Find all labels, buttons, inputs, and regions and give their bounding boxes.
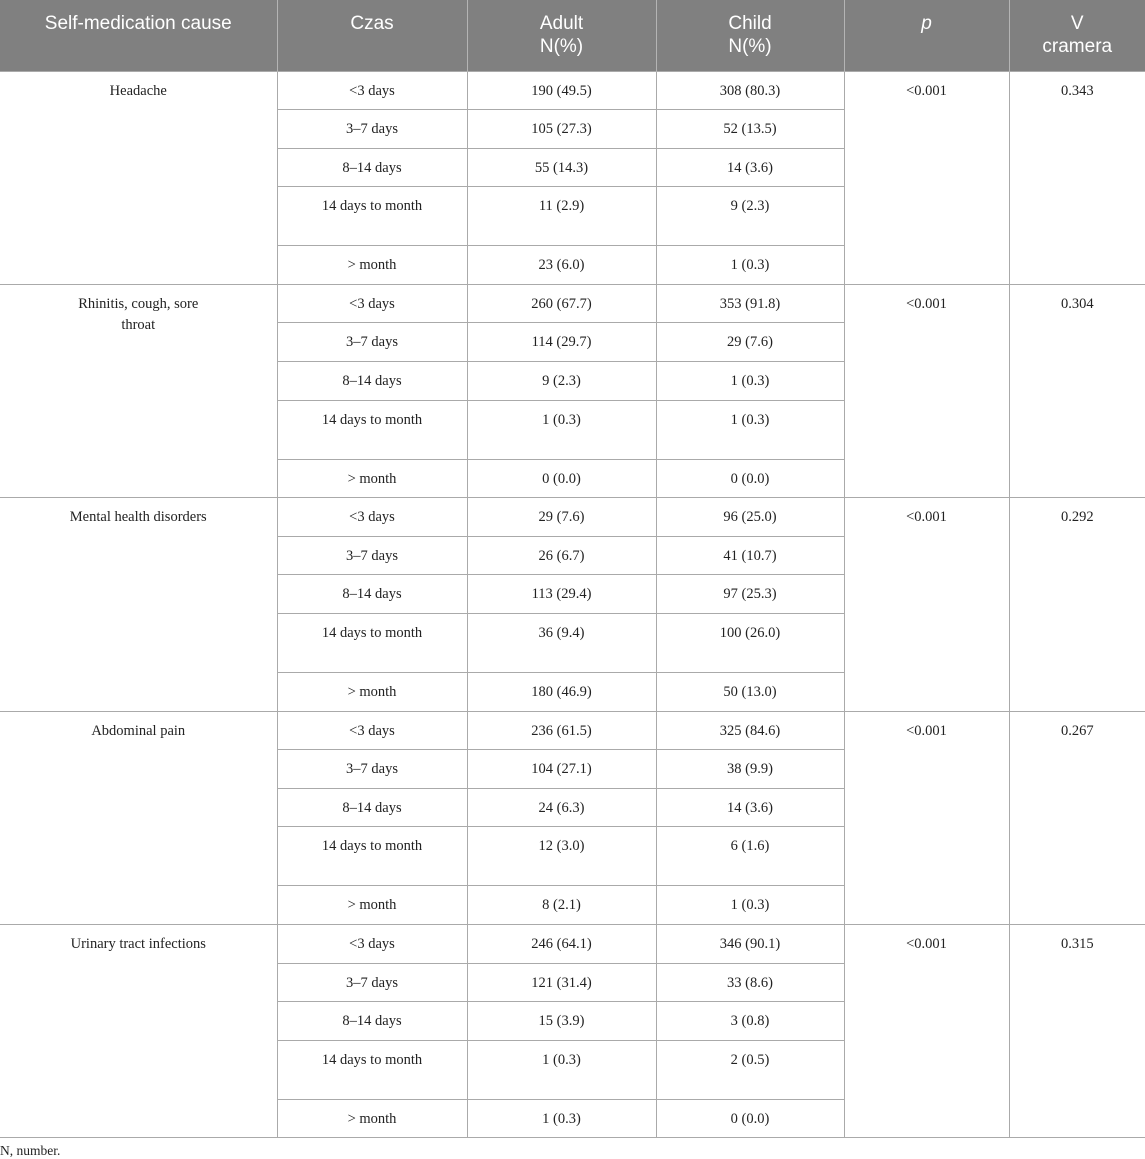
header-v-label: V bbox=[1070, 13, 1084, 34]
table-row bbox=[0, 71, 1145, 110]
time-cell: 3–7 days bbox=[277, 110, 467, 149]
time-cell: > month bbox=[277, 886, 467, 925]
child-cell: 0 (0.0) bbox=[656, 1099, 844, 1138]
v-cramera-cell: 0.292 bbox=[1009, 498, 1145, 711]
table-row bbox=[0, 498, 1145, 537]
adult-cell: 23 (6.0) bbox=[467, 246, 656, 285]
time-cell: 8–14 days bbox=[277, 362, 467, 401]
adult-cell: 246 (64.1) bbox=[467, 925, 656, 964]
child-cell: 1 (0.3) bbox=[656, 246, 844, 285]
time-cell: > month bbox=[277, 246, 467, 285]
adult-cell: 24 (6.3) bbox=[467, 788, 656, 827]
time-cell: 3–7 days bbox=[277, 536, 467, 575]
cause-cell: Mental health disorders bbox=[0, 498, 277, 711]
header-child bbox=[656, 0, 844, 71]
table-body bbox=[0, 71, 1145, 1138]
child-cell: 33 (8.6) bbox=[656, 963, 844, 1002]
child-cell: 1 (0.3) bbox=[656, 400, 844, 459]
time-cell: 8–14 days bbox=[277, 148, 467, 187]
v-cramera-cell: 0.343 bbox=[1009, 71, 1145, 284]
time-cell: 14 days to month bbox=[277, 614, 467, 673]
cause-cell: Headache bbox=[0, 71, 277, 284]
adult-cell: 26 (6.7) bbox=[467, 536, 656, 575]
adult-cell: 1 (0.3) bbox=[467, 1040, 656, 1099]
child-cell: 29 (7.6) bbox=[656, 323, 844, 362]
time-cell: <3 days bbox=[277, 498, 467, 537]
header-v-unit: cramera bbox=[1042, 36, 1113, 57]
time-cell: <3 days bbox=[277, 925, 467, 964]
child-cell: 6 (1.6) bbox=[656, 827, 844, 886]
time-cell: 8–14 days bbox=[277, 1002, 467, 1041]
header-adult bbox=[467, 0, 656, 71]
footnote: N, number. bbox=[0, 1143, 61, 1158]
child-cell: 41 (10.7) bbox=[656, 536, 844, 575]
time-cell: 8–14 days bbox=[277, 575, 467, 614]
p-cell: <0.001 bbox=[844, 925, 1009, 1138]
p-cell: <0.001 bbox=[844, 71, 1009, 284]
child-cell: 52 (13.5) bbox=[656, 110, 844, 149]
child-cell: 3 (0.8) bbox=[656, 1002, 844, 1041]
time-cell: 14 days to month bbox=[277, 1040, 467, 1099]
adult-cell: 29 (7.6) bbox=[467, 498, 656, 537]
adult-cell: 236 (61.5) bbox=[467, 711, 656, 750]
p-cell: <0.001 bbox=[844, 711, 1009, 924]
child-cell: 50 (13.0) bbox=[656, 673, 844, 712]
child-cell: 1 (0.3) bbox=[656, 886, 844, 925]
child-cell: 2 (0.5) bbox=[656, 1040, 844, 1099]
adult-cell: 55 (14.3) bbox=[467, 148, 656, 187]
time-cell: > month bbox=[277, 673, 467, 712]
child-cell: 0 (0.0) bbox=[656, 459, 844, 498]
adult-cell: 9 (2.3) bbox=[467, 362, 656, 401]
p-cell: <0.001 bbox=[844, 284, 1009, 497]
header-p: p bbox=[844, 0, 1009, 71]
v-cramera-cell: 0.267 bbox=[1009, 711, 1145, 924]
time-cell: > month bbox=[277, 1099, 467, 1138]
cause-cell: Abdominal pain bbox=[0, 711, 277, 924]
adult-cell: 113 (29.4) bbox=[467, 575, 656, 614]
time-cell: > month bbox=[277, 459, 467, 498]
child-cell: 1 (0.3) bbox=[656, 362, 844, 401]
table-row bbox=[0, 925, 1145, 964]
child-cell: 9 (2.3) bbox=[656, 187, 844, 246]
time-cell: 3–7 days bbox=[277, 323, 467, 362]
cause-cell: Rhinitis, cough, sore throat bbox=[0, 284, 277, 497]
p-cell: <0.001 bbox=[844, 498, 1009, 711]
time-cell: 3–7 days bbox=[277, 750, 467, 789]
time-cell: 14 days to month bbox=[277, 187, 467, 246]
adult-cell: 8 (2.1) bbox=[467, 886, 656, 925]
header-child-label: Child bbox=[728, 13, 772, 34]
child-cell: 346 (90.1) bbox=[656, 925, 844, 964]
adult-cell: 1 (0.3) bbox=[467, 1099, 656, 1138]
table-row bbox=[0, 711, 1145, 750]
child-cell: 353 (91.8) bbox=[656, 284, 844, 323]
adult-cell: 0 (0.0) bbox=[467, 459, 656, 498]
time-cell: 3–7 days bbox=[277, 963, 467, 1002]
time-cell: 14 days to month bbox=[277, 400, 467, 459]
time-cell: 8–14 days bbox=[277, 788, 467, 827]
header-v-cramera bbox=[1009, 0, 1145, 71]
header-adult-label: Adult bbox=[539, 13, 584, 34]
child-cell: 325 (84.6) bbox=[656, 711, 844, 750]
header-row bbox=[0, 0, 1145, 71]
time-cell: <3 days bbox=[277, 711, 467, 750]
adult-cell: 1 (0.3) bbox=[467, 400, 656, 459]
header-cause: Self-medication cause bbox=[0, 0, 277, 71]
table-row bbox=[0, 284, 1145, 323]
header-time: Czas bbox=[277, 0, 467, 71]
child-cell: 14 (3.6) bbox=[656, 148, 844, 187]
adult-cell: 180 (46.9) bbox=[467, 673, 656, 712]
adult-cell: 105 (27.3) bbox=[467, 110, 656, 149]
adult-cell: 104 (27.1) bbox=[467, 750, 656, 789]
adult-cell: 190 (49.5) bbox=[467, 71, 656, 110]
child-cell: 96 (25.0) bbox=[656, 498, 844, 537]
child-cell: 38 (9.9) bbox=[656, 750, 844, 789]
table-header bbox=[0, 0, 1145, 71]
time-cell: 14 days to month bbox=[277, 827, 467, 886]
adult-cell: 36 (9.4) bbox=[467, 614, 656, 673]
adult-cell: 114 (29.7) bbox=[467, 323, 656, 362]
child-cell: 100 (26.0) bbox=[656, 614, 844, 673]
time-cell: <3 days bbox=[277, 284, 467, 323]
v-cramera-cell: 0.315 bbox=[1009, 925, 1145, 1138]
child-cell: 14 (3.6) bbox=[656, 788, 844, 827]
adult-cell: 15 (3.9) bbox=[467, 1002, 656, 1041]
adult-cell: 121 (31.4) bbox=[467, 963, 656, 1002]
time-cell: <3 days bbox=[277, 71, 467, 110]
header-child-unit: N(%) bbox=[728, 36, 772, 57]
adult-cell: 12 (3.0) bbox=[467, 827, 656, 886]
adult-cell: 260 (67.7) bbox=[467, 284, 656, 323]
adult-cell: 11 (2.9) bbox=[467, 187, 656, 246]
cause-cell: Urinary tract infections bbox=[0, 925, 277, 1138]
v-cramera-cell: 0.304 bbox=[1009, 284, 1145, 497]
child-cell: 97 (25.3) bbox=[656, 575, 844, 614]
child-cell: 308 (80.3) bbox=[656, 71, 844, 110]
header-adult-unit: N(%) bbox=[539, 36, 584, 57]
